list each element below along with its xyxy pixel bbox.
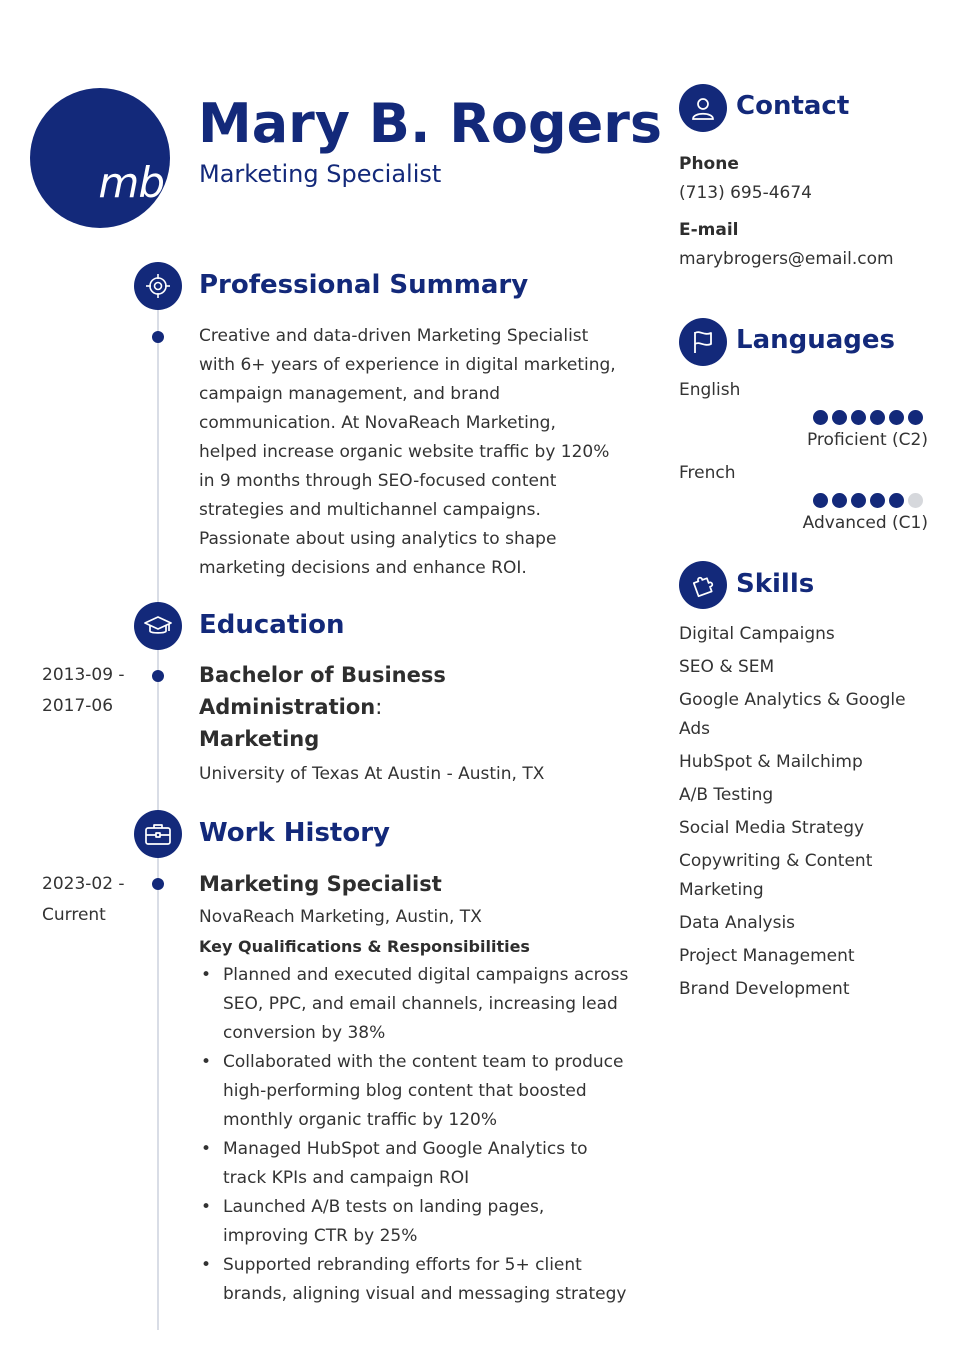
education-date-start: 2013-09 - [42, 665, 125, 685]
target-icon [134, 262, 182, 310]
timeline-dot [152, 670, 164, 682]
education-separator: : [375, 695, 383, 719]
skills-list [679, 620, 929, 1008]
briefcase-icon [134, 810, 182, 858]
education-field: Marketing [199, 727, 320, 751]
phone-value: (713) 695-4674 [679, 183, 812, 203]
phone-label: Phone [679, 154, 739, 174]
languages-heading: Languages [736, 325, 896, 355]
list-item: Google Analytics & Google Ads [679, 690, 906, 739]
list-item: Data Analysis [679, 913, 796, 933]
work-kq-label: Key Qualifications & Responsibilities [199, 937, 530, 956]
list-item: • Launched A/B tests on landing pages, improving CTR by 25% [199, 1193, 629, 1251]
list-item: Project Management [679, 946, 855, 966]
work-date-end: Current [42, 905, 106, 925]
language-rating [813, 410, 923, 425]
work-heading: Work History [199, 818, 390, 848]
rating-dot-filled [889, 493, 904, 508]
monogram-avatar [30, 88, 170, 228]
puzzle-icon [679, 561, 727, 609]
language-name: French [679, 463, 736, 483]
rating-dot-filled [908, 410, 923, 425]
rating-dot-empty [908, 493, 923, 508]
graduation-cap-icon [134, 602, 182, 650]
list-item: HubSpot & Mailchimp [679, 752, 863, 772]
rating-dot-filled [870, 493, 885, 508]
work-company: NovaReach Marketing, Austin, TX [199, 907, 482, 927]
language-name: English [679, 380, 741, 400]
list-item: • Supported rebranding efforts for 5+ client brands, aligning visual and messaging strategy [199, 1251, 629, 1309]
monogram-initials: mb [98, 158, 164, 207]
work-role: Marketing Specialist [199, 872, 442, 896]
rating-dot-filled [851, 493, 866, 508]
summary-text: Creative and data-driven Marketing Specialist with 6+ years of experience in digital marketing, campaign management, and brand communication. At NovaReach Marketing, helped increase organic website traffic by 120% in 9 months through SEO-focused content strategies and multichannel campaigns. Passionate about using analytics to shape marketing decisions and enhance ROI. [199, 326, 616, 578]
summary-heading: Professional Summary [199, 270, 529, 300]
rating-dot-filled [870, 410, 885, 425]
list-item: Copywriting & Content Marketing [679, 851, 873, 900]
work-date-start: 2023-02 - [42, 874, 125, 894]
email-label: E-mail [679, 220, 739, 240]
list-item: • Collaborated with the content team to produce high-performing blog content that boosted monthly organic traffic by 120% [199, 1048, 629, 1135]
rating-dot-filled [813, 410, 828, 425]
education-degree: Bachelor of Business Administration [199, 663, 446, 719]
list-item: Digital Campaigns [679, 624, 835, 644]
education-date-end: 2017-06 [42, 696, 114, 716]
list-item: Brand Development [679, 979, 850, 999]
contact-heading: Contact [736, 91, 850, 121]
language-rating [813, 493, 923, 508]
email-value: marybrogers@email.com [679, 249, 894, 269]
skills-heading: Skills [736, 569, 815, 599]
education-degree-block [199, 659, 619, 789]
user-icon [679, 84, 727, 132]
candidate-title: Marketing Specialist [199, 160, 442, 188]
candidate-name: Mary B. Rogers [198, 92, 663, 155]
language-level: Advanced (C1) [802, 513, 928, 533]
work-entry [199, 868, 629, 1309]
list-item: • Planned and executed digital campaigns across SEO, PPC, and email channels, increasing lead conversion by 38% [199, 961, 629, 1048]
language-level: Proficient (C2) [806, 430, 928, 450]
timeline-dot [152, 878, 164, 890]
work-bullets [199, 961, 629, 1309]
rating-dot-filled [813, 493, 828, 508]
rating-dot-filled [832, 410, 847, 425]
education-school: University of Texas At Austin - Austin, TX [199, 764, 545, 784]
rating-dot-filled [889, 410, 904, 425]
list-item: • Managed HubSpot and Google Analytics to track KPIs and campaign ROI [199, 1135, 629, 1193]
list-item: Social Media Strategy [679, 818, 865, 838]
timeline-dot [152, 331, 164, 343]
education-heading: Education [199, 610, 345, 640]
list-item: SEO & SEM [679, 657, 775, 677]
list-item: A/B Testing [679, 785, 774, 805]
flag-icon [679, 318, 727, 366]
rating-dot-filled [851, 410, 866, 425]
rating-dot-filled [832, 493, 847, 508]
